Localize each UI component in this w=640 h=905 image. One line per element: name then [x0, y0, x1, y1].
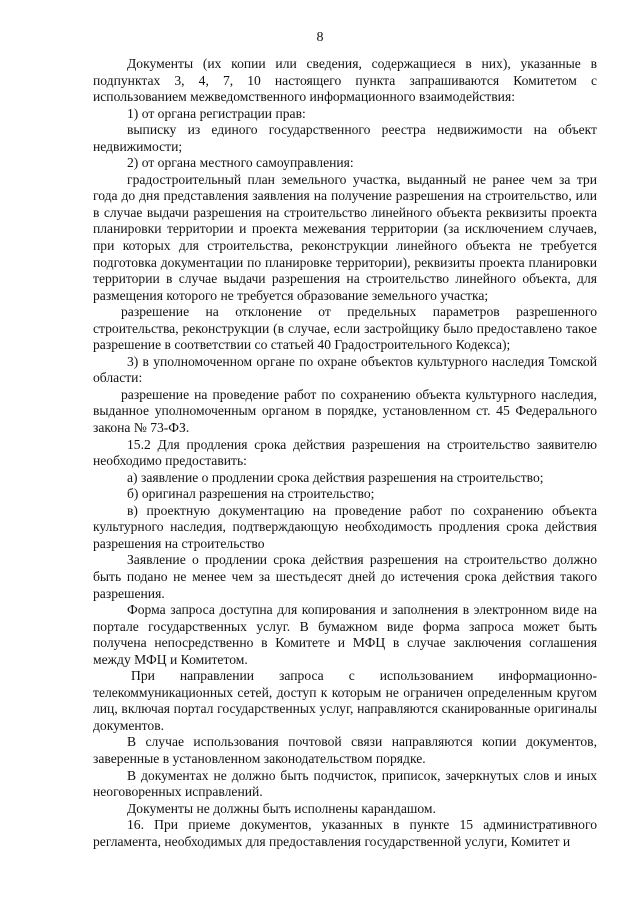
paragraph-no-corrections: В документах не должно быть подчисток, приписок, зачеркнутых слов и иных неоговоренных исправлений.	[93, 767, 597, 800]
paragraph-from-registration-body: 1) от органа регистрации прав:	[127, 105, 306, 121]
paragraph-extension-deadline: Заявление о продлении срока действия разрешения на строительство должно быть подано не менее чем за шестьдесят дней до истечения срока действия такого разрешения.	[93, 552, 597, 601]
paragraph-electronic-submission: При направлении запроса с использованием информационно-телекоммуникационных сетей, доступ к которым не ограничен определенным кругом лиц, включая портал государственных услуг, направляются сканированные оригиналы документов.	[93, 668, 597, 733]
paragraph-deviation-permit: разрешение на отклонение от предельных параметров разрешенного строительства, реконструкции (в случае, если застройщику было предоставлено такое разрешение в соответствии со статьей 40 Градостроительного Кодекса);	[93, 304, 597, 353]
paragraph-extension-requirements: 15.2 Для продления срока действия разрешения на строительство заявителю необходимо предоставить:	[93, 436, 597, 469]
list-item-b: б) оригинал разрешения на строительство;	[127, 486, 375, 502]
paragraph-request-form: Форма запроса доступна для копирования и заполнения в электронном виде на портале государственных услуг. В бумажном виде форма запроса может быть получена непосредственно в Комитете и МФЦ в случае заключения соглашения между МФЦ и Комитетом.	[93, 602, 597, 667]
list-item-a: а) заявление о продлении срока действия разрешения на строительство;	[127, 469, 544, 485]
paragraph-heritage-authority: 3) в уполномоченном органе по охране объектов культурного наследия Томской области:	[93, 353, 597, 386]
paragraph-no-pencil: Документы не должны быть исполнены карандашом.	[127, 800, 436, 816]
paragraph-urban-plan: градостроительный план земельного участка, выданный не ранее чем за три года до дня представления заявления на получение разрешения на строительство, или в случае выдачи разрешения на строительство линейного объекта реквизиты проекта планировки территории и проекта межевания территории (за исключением случаев, при которых для строительства, реконструкции линейного объекта не требуется подготовка документации по планировке территории), реквизиты проекта планировки территории в случае выдачи разрешения на строительство линейного объекта, для размещения которого не требуется образование земельного участка;	[93, 171, 597, 303]
list-item-c: в) проектную документацию на проведение работ по сохранению объекта культурного наследия, подтверждающую необходимость продления срока действия разрешения на строительство	[93, 502, 597, 551]
paragraph-registry-extract: выписку из единого государственного реестра недвижимости на объект недвижимости;	[93, 122, 597, 154]
paragraph-postal-submission: В случае использования почтовой связи направляются копии документов, заверенные в установленном законодательством порядке.	[93, 734, 597, 766]
paragraph-from-local-government: 2) от органа местного самоуправления:	[127, 155, 354, 171]
paragraph-heritage-permit: разрешение на проведение работ по сохранению объекта культурного наследия, выданное уполномоченным органом в порядке, установленном ст. 45 Федерального закона № 73-ФЗ.	[93, 386, 597, 436]
paragraph-item-16: 16. При приеме документов, указанных в пункте 15 административного регламента, необходимых для предоставления государственной услуги, Комитет и	[93, 817, 597, 849]
page-number: 8	[316, 30, 324, 45]
document-body	[93, 56, 597, 850]
paragraph-documents-requested: Документы (их копии или сведения, содержащиеся в них), указанные в подпунктах 3, 4, 7, 10 настоящего пункта запрашиваются Комитетом с использованием межведомственного информационного взаимодействия:	[93, 56, 597, 105]
